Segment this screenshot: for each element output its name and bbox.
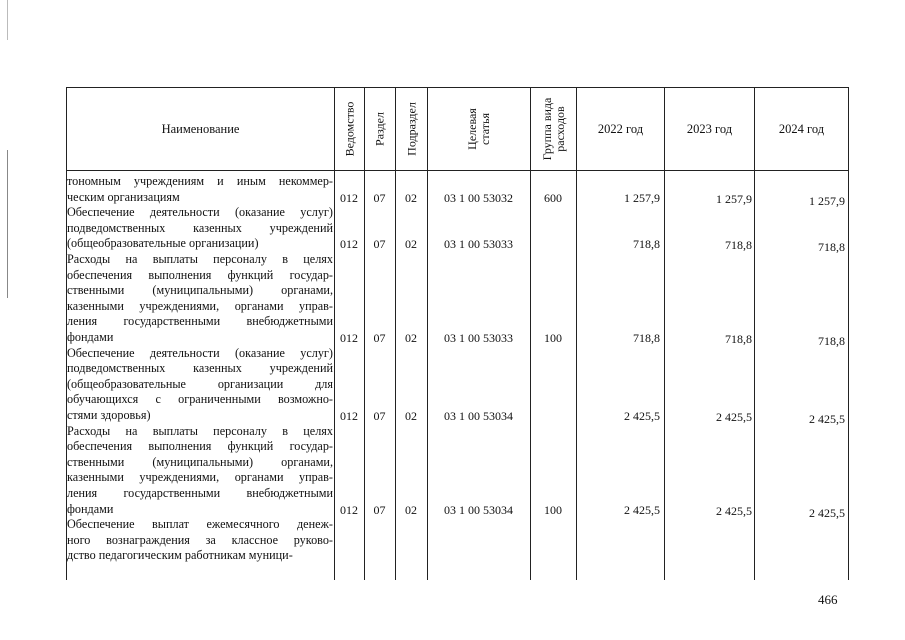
cell-grp: 100 [544, 502, 562, 517]
row-name-line: стями здоровья) [67, 407, 151, 422]
row-name-line: обеспечения выполнения функций государ- [67, 267, 333, 282]
row-name-line: казенными учреждениями, органами управ- [67, 298, 333, 313]
cell-ved: 012 [340, 190, 358, 205]
row-name-line: Обеспечение деятельности (оказание услуг) [67, 345, 333, 360]
cell-ved: 012 [340, 237, 358, 252]
cell-cel: 03 1 00 53034 [444, 502, 513, 517]
row-name-line: ственными (муниципальными) органами, [67, 283, 333, 298]
cell-raz: 07 [373, 331, 386, 345]
cell-grp: 100 [544, 331, 562, 345]
header-2023-cell [664, 87, 754, 171]
header-razdel: Раздел [372, 112, 387, 146]
row-name [67, 517, 333, 564]
cell-cel: 03 1 00 53034 [444, 409, 513, 423]
column-divider [530, 171, 531, 580]
row-name [67, 424, 333, 518]
row-name-line: Расходы на выплаты персоналу в целях [67, 252, 333, 266]
cell-pod: 02 [405, 409, 417, 423]
row-name-line: обучающихся с ограниченными возможно- [67, 392, 333, 407]
row-name-line: ческим организациям [67, 189, 180, 204]
header-vedomstvo: Ведомство [342, 101, 356, 157]
column-divider [848, 171, 849, 580]
cell-pod: 02 [405, 331, 417, 345]
header-2022-cell [576, 87, 664, 171]
header-gruppa [541, 98, 567, 161]
scan-edge-mark [7, 150, 8, 298]
scan-edge-mark [7, 0, 8, 40]
row-name-line: дство педагогическим работникам муници- [67, 548, 293, 563]
cell-cel: 03 1 00 53033 [444, 237, 513, 252]
cell-ved: 012 [340, 409, 358, 423]
cell-grp: 600 [544, 190, 562, 205]
header-name: Наименование [161, 122, 240, 136]
cell-pod: 02 [405, 502, 417, 517]
header-2024: 2024 год [778, 122, 825, 136]
cell-raz: 07 [373, 237, 386, 252]
row-name [67, 252, 333, 346]
cell-y2024: 718,8 [818, 240, 845, 255]
cell-y2023: 718,8 [725, 238, 752, 253]
row-name-line: Обеспечение выплат ежемесячного денеж- [67, 517, 333, 532]
header-podrazdel-cell [395, 87, 427, 171]
header-celevaya-line2: статья [478, 113, 492, 145]
row-name [67, 346, 333, 424]
cell-ved: 012 [340, 331, 358, 345]
row-name-line: казенными учреждениями, органами управ- [67, 470, 333, 485]
row-name-line: ления государственными внебюджетными [67, 485, 333, 500]
cell-y2024: 1 257,9 [809, 193, 845, 208]
row-name-line: фондами [67, 329, 114, 344]
cell-y2023: 2 425,5 [716, 503, 752, 518]
cell-y2022: 718,8 [633, 237, 660, 252]
row-name-line: подведомственных казенных учреждений [67, 220, 333, 235]
row-name-line: Обеспечение деятельности (оказание услуг) [67, 205, 333, 220]
cell-y2022: 718,8 [633, 331, 660, 345]
header-name-cell [66, 87, 334, 171]
cell-pod: 02 [405, 237, 417, 252]
row-name-line: фондами [67, 501, 114, 516]
header-razdel-cell [364, 87, 395, 171]
row-name-line: ственными (муниципальными) органами, [67, 454, 333, 469]
cell-cel: 03 1 00 53033 [444, 331, 513, 345]
header-2022: 2022 год [597, 122, 644, 136]
row-name-line: ления государственными внебюджетными [67, 314, 333, 329]
column-divider [664, 171, 665, 580]
cell-y2023: 1 257,9 [716, 191, 752, 206]
cell-y2023: 718,8 [725, 332, 752, 346]
header-celevaya-cell [427, 87, 530, 171]
header-gruppa-line2: расходов [552, 106, 567, 152]
column-divider [395, 171, 396, 580]
cell-y2022: 1 257,9 [624, 190, 660, 205]
header-gruppa-cell [530, 87, 576, 171]
header-2024-cell [754, 87, 849, 171]
header-gruppa-line1: Группа вида [539, 97, 554, 161]
row-name-line: тономным учреждениям и иным некоммер- [67, 174, 333, 188]
cell-raz: 07 [373, 190, 386, 205]
cell-y2024: 2 425,5 [809, 412, 845, 426]
cell-raz: 07 [373, 502, 386, 517]
cell-pod: 02 [405, 190, 417, 205]
column-divider [334, 171, 335, 580]
row-name-line: ного вознаграждения за классное руково- [67, 532, 333, 547]
cell-y2022: 2 425,5 [624, 409, 660, 423]
column-divider [576, 171, 577, 580]
header-podrazdel: Подраздел [404, 102, 418, 156]
row-name [67, 205, 333, 252]
header-celevaya-line1: Целевая [465, 108, 479, 150]
page-number: 466 [818, 592, 838, 607]
row-name-line: (общеобразовательные организации для [67, 376, 333, 391]
row-name-line: (общеобразовательные организации) [67, 236, 259, 251]
cell-raz: 07 [373, 409, 386, 423]
column-divider [364, 171, 365, 580]
cell-ved: 012 [340, 502, 358, 517]
row-name-line: обеспечения выполнения функций государ- [67, 439, 333, 454]
row-name-line: подведомственных казенных учреждений [67, 361, 333, 376]
cell-y2024: 718,8 [818, 334, 845, 348]
cell-y2022: 2 425,5 [624, 502, 660, 517]
cell-cel: 03 1 00 53032 [444, 190, 513, 205]
header-2023: 2023 год [686, 122, 733, 136]
cell-y2023: 2 425,5 [716, 410, 752, 424]
row-name [67, 174, 333, 205]
column-divider [427, 171, 428, 580]
cell-y2024: 2 425,5 [809, 505, 845, 520]
header-vedomstvo-cell [334, 87, 364, 171]
row-name-line: Расходы на выплаты персоналу в целях [67, 423, 333, 438]
header-celevaya [466, 108, 492, 150]
